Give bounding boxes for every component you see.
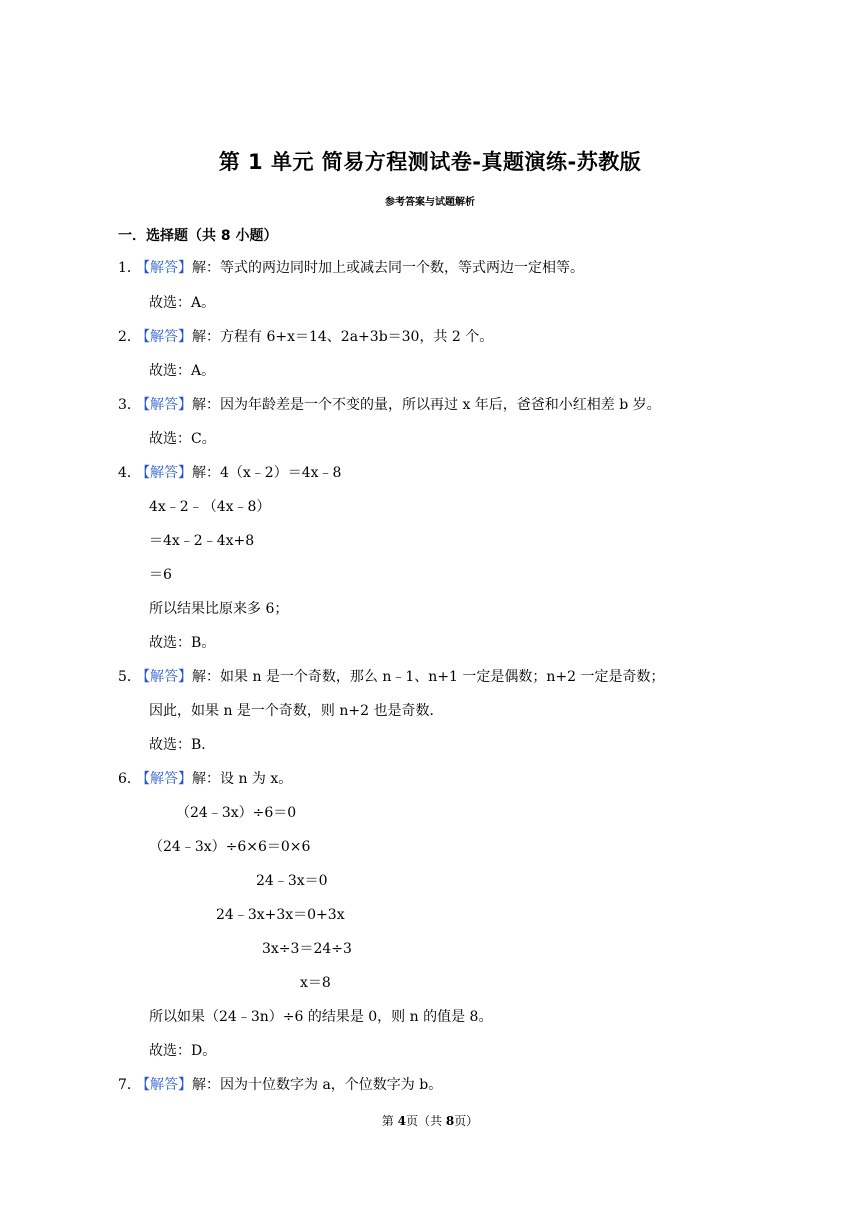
equation-step: 24﹣3x+3x＝0+3x (216, 907, 345, 923)
question-2-number: 2． (118, 329, 141, 345)
question-4-step: ＝6 (149, 567, 172, 583)
question-7-line (136, 1075, 442, 1095)
footer-suffix: 页） (454, 1114, 479, 1128)
question-4-step: ＝4x﹣2﹣4x+8 (149, 533, 255, 549)
question-5-step: 因此，如果 n 是一个奇数，则 n+2 也是奇数． (149, 703, 444, 719)
footer-prefix: 第 (381, 1114, 398, 1128)
question-6-answer: 故选：D。 (149, 1043, 217, 1059)
equation-step: （24﹣3x）÷6×6＝0×6 (149, 839, 311, 855)
question-5-answer: 故选：B． (149, 737, 216, 753)
question-4-step: 所以结果比原来多 6； (149, 601, 289, 617)
question-6-text: 解：设 n 为 x。 (192, 771, 293, 787)
answer-tag: 【解答】 (136, 669, 192, 685)
question-7-text: 解：因为十位数字为 a，个位数字为 b。 (192, 1077, 443, 1093)
answer-tag: 【解答】 (136, 260, 192, 276)
question-6-number: 6． (118, 771, 141, 787)
equation-step: 24﹣3x＝0 (256, 873, 328, 889)
question-5-text: 解：如果 n 是一个奇数，那么 n﹣1、n+1 一定是偶数；n+2 一定是奇数； (192, 669, 665, 685)
footer-middle: 页（共 (405, 1114, 446, 1128)
answer-tag: 【解答】 (136, 1077, 192, 1093)
equation-step: （24﹣3x）÷6＝0 (176, 805, 297, 821)
question-4-step: 4x﹣2﹣（4x﹣8） (149, 499, 271, 515)
page-title: 第 1 单元 简易方程测试卷-真题演练-苏教版 (218, 150, 642, 174)
answer-tag: 【解答】 (136, 771, 192, 787)
question-3-line (136, 395, 661, 415)
equation-step: 3x÷3＝24÷3 (262, 941, 352, 957)
question-2-answer: 故选：A。 (149, 363, 216, 379)
question-3-number: 3． (118, 397, 141, 413)
question-6-conclusion: 所以如果（24﹣3n）÷6 的结果是 0，则 n 的值是 8。 (149, 1009, 493, 1025)
question-1-number: 1． (118, 260, 141, 276)
answer-tag: 【解答】 (136, 465, 192, 481)
question-4-text: 解：4（x﹣2）＝4x﹣8 (192, 465, 342, 481)
section-heading: 一．选择题（共 8 小题） (118, 228, 278, 244)
equation-step: x＝8 (300, 975, 331, 991)
question-5-line (136, 667, 665, 687)
answer-tag: 【解答】 (136, 329, 192, 345)
question-4-line (136, 463, 341, 483)
page-footer (0, 1112, 860, 1129)
question-3-text: 解：因为年龄差是一个不变的量，所以再过 x 年后，爸爸和小红相差 b 岁。 (192, 397, 661, 413)
question-4-answer: 故选：B。 (149, 635, 216, 651)
question-1-text: 解：等式的两边同时加上或减去同一个数，等式两边一定相等。 (192, 260, 584, 276)
question-2-line (136, 327, 493, 347)
question-5-number: 5． (118, 669, 141, 685)
question-1-answer: 故选：A。 (149, 295, 216, 311)
question-6-line (136, 769, 292, 789)
question-4-number: 4． (118, 465, 141, 481)
page-subtitle: 参考答案与试题解析 (385, 197, 475, 208)
question-3-answer: 故选：C。 (149, 431, 216, 447)
page-number: 4 (397, 1114, 406, 1128)
answer-tag: 【解答】 (136, 397, 192, 413)
question-2-text: 解：方程有 6+x＝14、2a+3b＝30，共 2 个。 (192, 329, 494, 345)
page-total: 8 (445, 1114, 455, 1128)
question-1-line (136, 258, 584, 278)
question-7-number: 7． (118, 1077, 141, 1093)
